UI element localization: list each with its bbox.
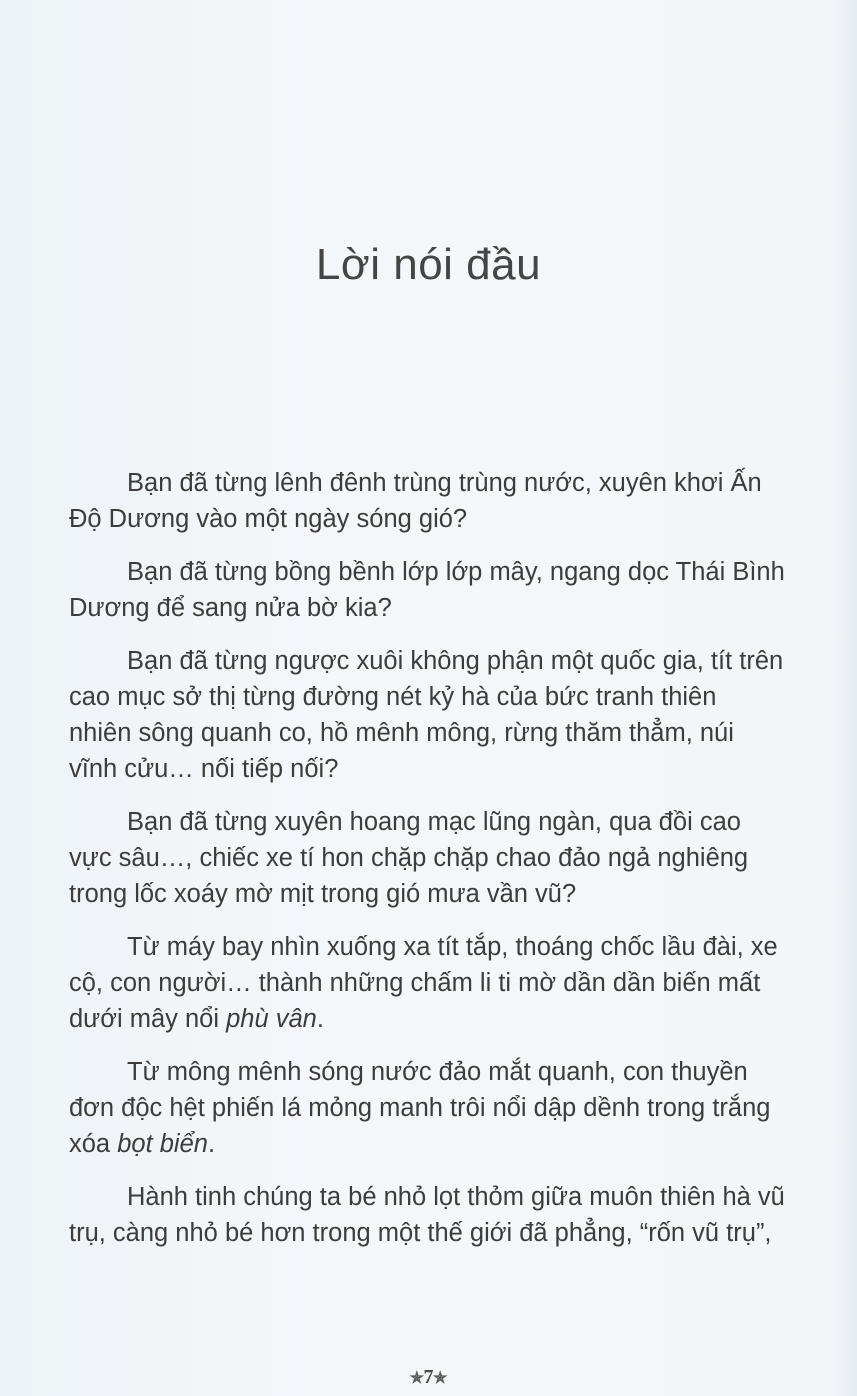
paragraph: [69, 465, 785, 537]
paragraph-text: Bạn đã từng lênh đênh trùng trùng nước, xuyên khơi Ấn Độ Dương vào một ngày sóng gió?: [69, 469, 762, 533]
body-text: [69, 465, 785, 1251]
paragraph-text: .: [316, 1005, 324, 1033]
paragraph: [69, 554, 785, 626]
star-ornament-icon: ✯: [433, 1370, 447, 1387]
paragraph-text: .: [207, 1130, 216, 1158]
paragraph: [69, 1179, 785, 1251]
star-ornament-icon: ✯: [410, 1370, 424, 1387]
paragraph: [69, 929, 785, 1037]
paragraph-text: Hành tinh chúng ta bé nhỏ lọt thỏm giữa muôn thiên hà vũ trụ, càng nhỏ bé hơn trong một thế giới đã phẳng, “rốn vũ trụ”,: [69, 1183, 785, 1247]
paragraph: [69, 1054, 785, 1162]
paragraph-text: Bạn đã từng bồng bềnh lớp lớp mây, ngang dọc Thái Bình Dương để sang nửa bờ kia?: [69, 558, 785, 622]
paragraph-text: Từ máy bay nhìn xuống xa tít tắp, thoáng chốc lầu đài, xe cộ, con người… thành những chấm li ti mờ dần dần biến mất dưới mây nổi: [69, 933, 778, 1033]
page-number-footer: [0, 1366, 857, 1389]
paragraph-text: Bạn đã từng xuyên hoang mạc lũng ngàn, qua đồi cao vực sâu…, chiếc xe tí hon chặp chặp chao đảo ngả nghiêng trong lốc xoáy mờ mịt trong gió mưa vần vũ?: [69, 808, 749, 908]
italic-term: bọt biển: [117, 1130, 208, 1158]
page-number: 7: [423, 1366, 434, 1388]
paragraph-text: Bạn đã từng ngược xuôi không phận một quốc gia, tít trên cao mục sở thị từng đường nét kỷ hà của bức tranh thiên nhiên sông quanh co, hồ mênh mông, rừng thăm thẳm, núi vĩnh cửu… nối tiếp nối?: [69, 647, 784, 783]
italic-term: phù vân: [226, 1005, 317, 1033]
paragraph-text: Từ mông mênh sóng nước đảo mắt quanh, con thuyền đơn độc hệt phiến lá mỏng manh trôi nổi dập dềnh trong trắng xóa: [69, 1058, 771, 1158]
page-edge-shadow: [829, 0, 857, 1396]
page-title: Lời nói đầu: [315, 240, 542, 289]
paragraph: [69, 643, 785, 787]
paragraph: [69, 804, 785, 912]
